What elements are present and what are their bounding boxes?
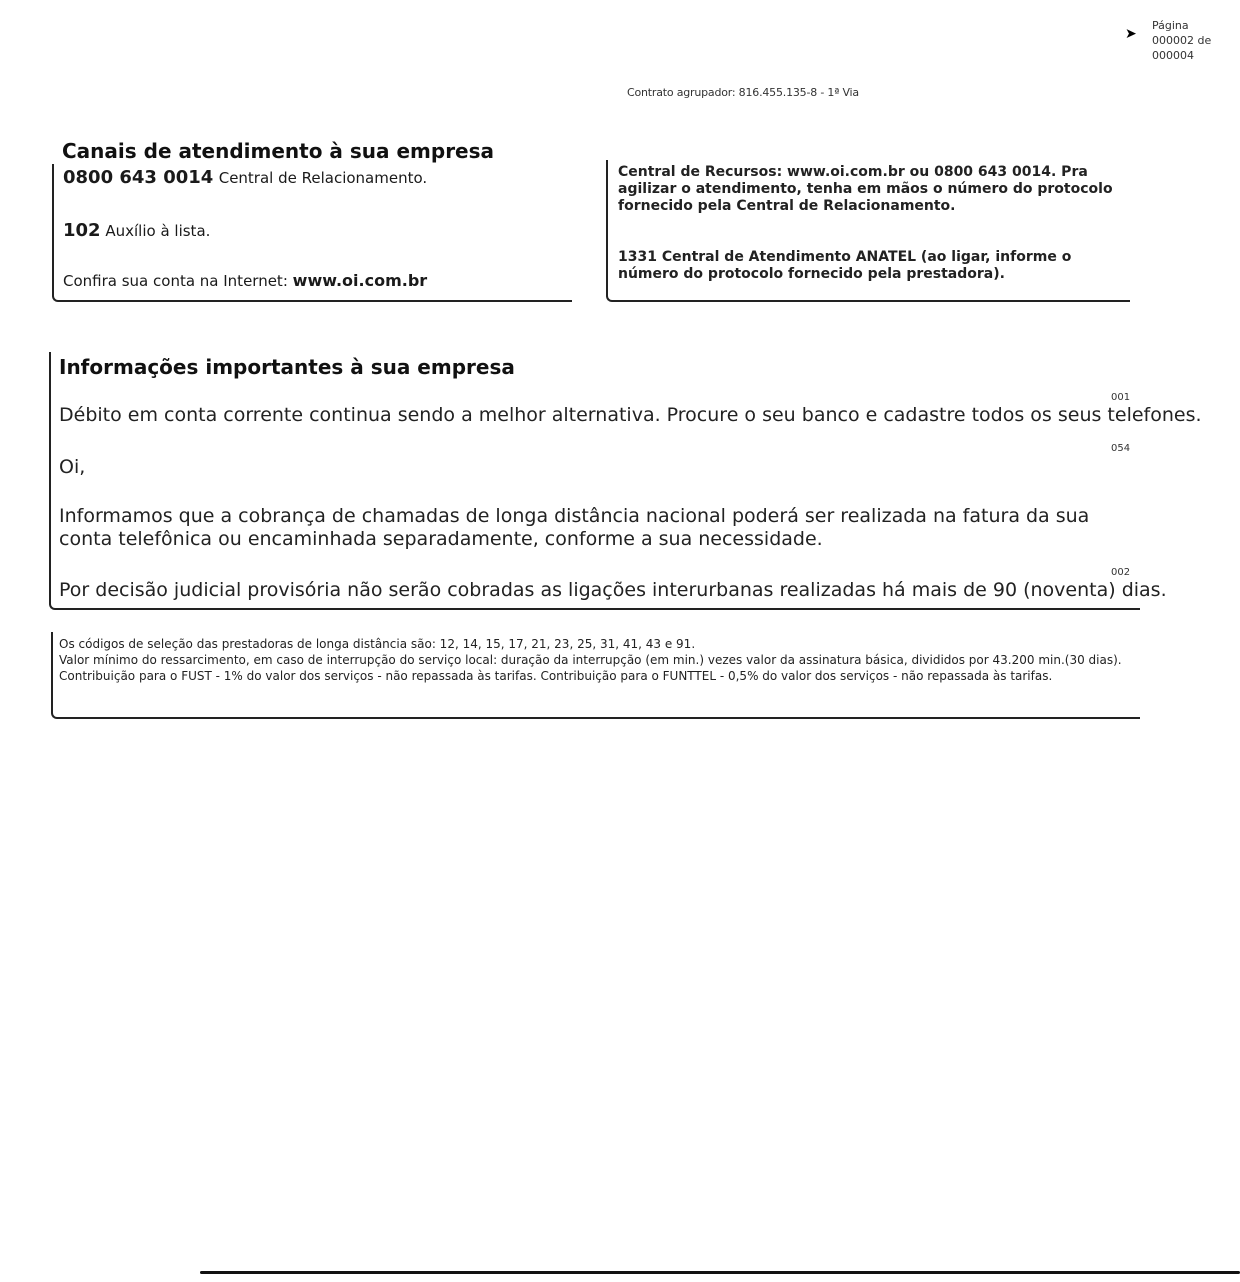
message-text: Por decisão judicial provisória não serão cobradas as ligações interurbanas realizadas há mais de 90 (noventa) dias. (59, 579, 1167, 601)
page-total: 000004 (1152, 49, 1194, 62)
internet-line (63, 271, 427, 290)
aux-number: 102 (63, 220, 101, 241)
page-bottom-edge (200, 1271, 1240, 1274)
info-title: Informações importantes à sua empresa (59, 355, 515, 379)
canais-title: Canais de atendimento à sua empresa (62, 139, 495, 163)
message-text: Informamos que a cobrança de chamadas de longa distância nacional poderá ser realizada na fatura da sua conta telefônica ou encaminhada separadamente, conforme a sua necessidade. (59, 505, 1090, 550)
legal-notes (59, 636, 1144, 684)
page-marker-icon: ➤ (1125, 26, 1137, 42)
aux-desc: Auxílio à lista. (105, 222, 211, 240)
info-box (49, 352, 1140, 610)
page-label: Página (1152, 19, 1189, 32)
note-line: Contribuição para o FUST - 1% do valor dos serviços - não repassada às tarifas. Contribuição para o FUNTTEL - 0,5% do valor dos serviços - não repassada às tarifas. (59, 669, 1053, 683)
note-line: Valor mínimo do ressarcimento, em caso de interrupção do serviço local: duração da interrupção (em min.) vezes valor da assinatura básica, divididos por 43.200 min.(30 dias). (59, 653, 1122, 667)
phone-desc: Central de Relacionamento. (218, 169, 428, 187)
contract-number: Contrato agrupador: 816.455.135-8 - 1ª Via (627, 86, 859, 99)
aux-phone (63, 220, 210, 241)
anatel-info: 1331 Central de Atendimento ANATEL (ao ligar, informe o número do protocolo fornecido pela prestadora). (618, 249, 1072, 282)
message-code: 054 (1111, 443, 1131, 454)
internet-link[interactable]: www.oi.com.br (292, 271, 428, 290)
note-line: Os códigos de seleção das prestadoras de longa distância são: 12, 14, 15, 17, 21, 23, 25, 31, 41, 43 e 91. (59, 637, 696, 651)
central-recursos: Central de Recursos: www.oi.com.br ou 0800 643 0014. Pra agilizar o atendimento, tenha em mãos o número do protocolo fornecido pela Central de Relacionamento. (618, 164, 1113, 214)
page-number: 000002 de (1152, 34, 1212, 47)
message-code: 001 (1111, 392, 1131, 403)
message-code: 002 (1111, 567, 1131, 578)
internet-prefix: Confira sua conta na Internet: (63, 272, 288, 290)
message-text: Oi, (59, 456, 86, 478)
relationship-phone (63, 167, 427, 188)
message-text: Débito em conta corrente continua sendo a melhor alternativa. Procure o seu banco e cadastre todos os seus telefones. (59, 404, 1202, 426)
page-indicator (1152, 18, 1211, 63)
phone-number: 0800 643 0014 (63, 167, 214, 188)
